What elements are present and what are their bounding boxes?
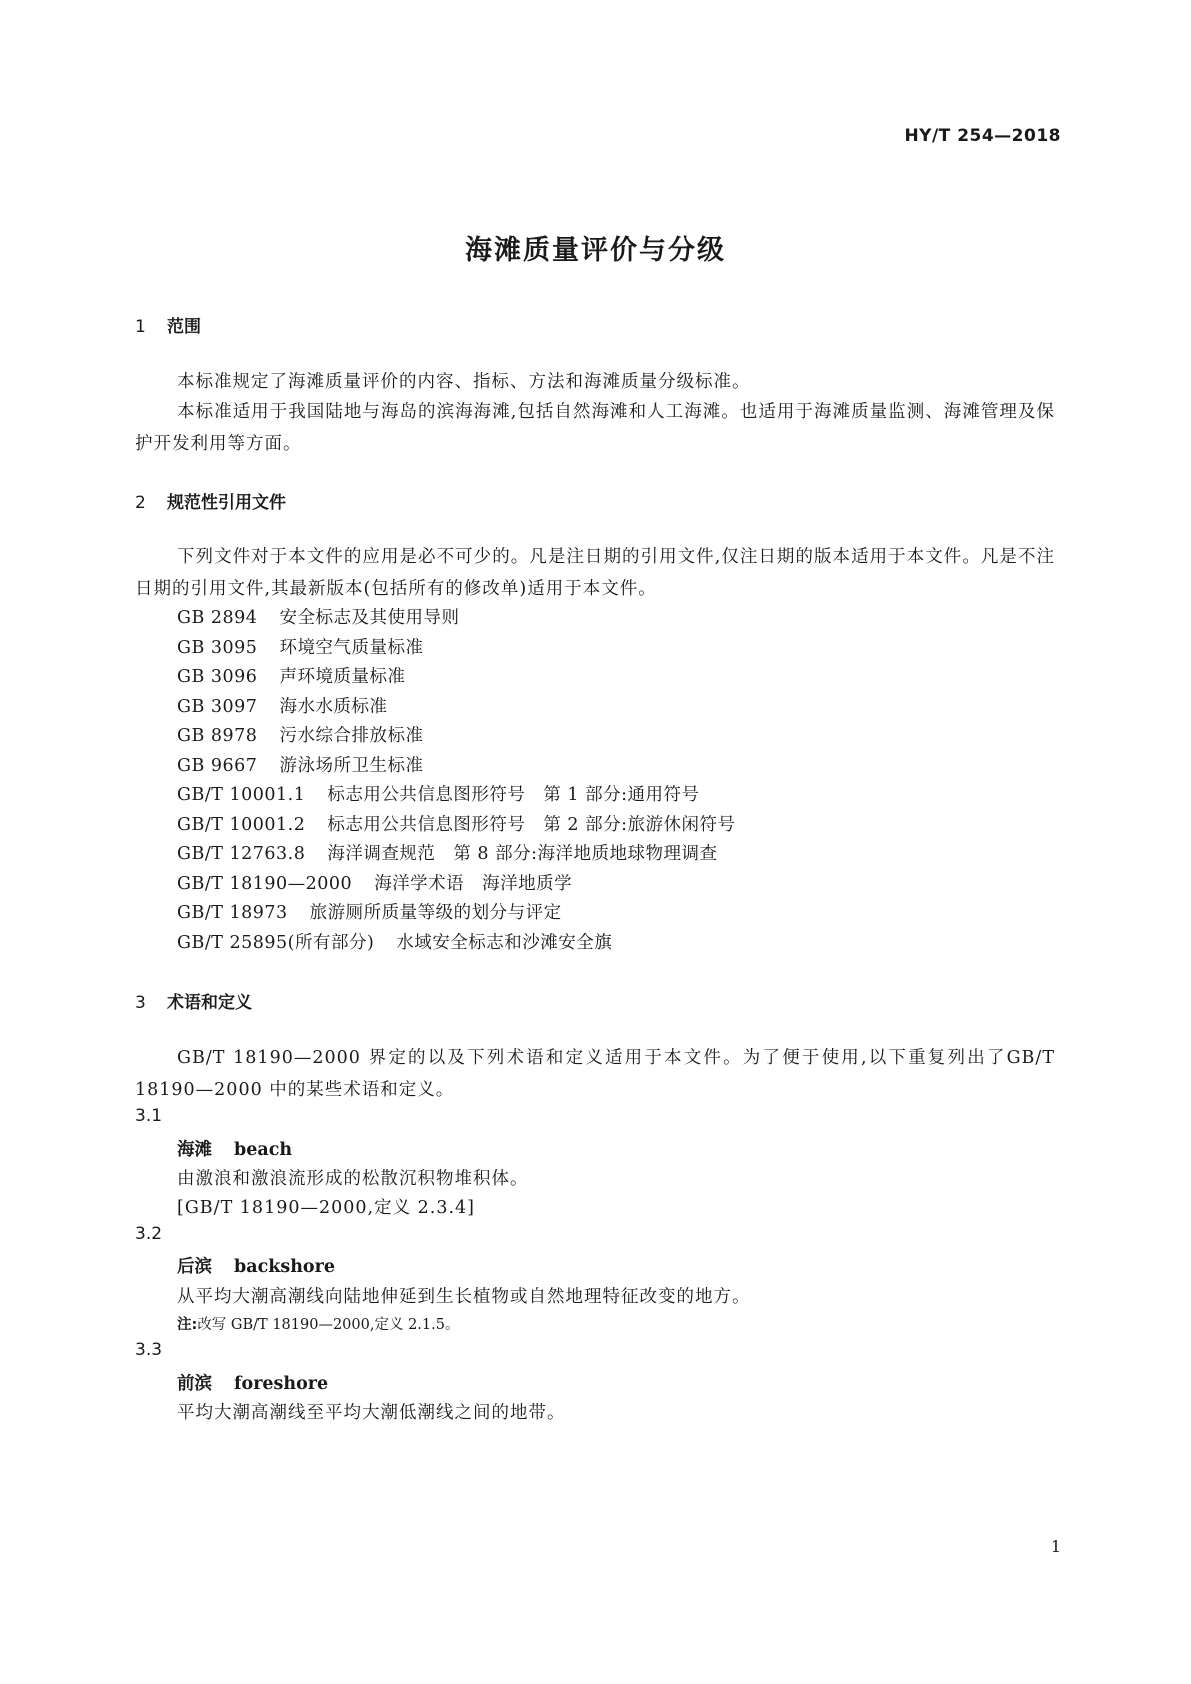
note-text: 改写 GB/T 18190—2000,定义 2.1.5。 [197,1317,460,1333]
reference-title: 水域安全标志和沙滩安全旗 [396,933,613,953]
section-number: 2 [135,493,146,513]
term-zh: 前滨 [177,1374,212,1394]
reference-code: GB 3097 [177,697,258,717]
reference-item [177,693,387,718]
reference-item [177,634,423,659]
term-en: foreshore [234,1374,329,1394]
term-definition: 由激浪和激浪流形成的松散沉积物堆积体。 [177,1169,529,1189]
reference-title: 旅游厕所质量等级的划分与评定 [309,903,562,923]
note-label: 注: [177,1317,198,1333]
references-intro: 下列文件对于本文件的应用是必不可少的。凡是注日期的引用文件,仅注日期的版本适用于本文件。凡是不注日期的引用文件,其最新版本(包括所有的修改单)适用于本文件。 [135,547,1055,599]
term-definition: 平均大潮高潮线至平均大潮低潮线之间的地带。 [177,1403,566,1423]
reference-title: 标志用公共信息图形符号 第 1 部分:通用符号 [327,785,700,805]
term-number: 3.2 [135,1224,163,1244]
reference-code: GB/T 12763.8 [177,844,306,864]
term-en: beach [234,1140,293,1160]
reference-title: 环境空气质量标准 [279,638,424,658]
section-number: 1 [135,317,146,337]
reference-title: 海水水质标准 [279,697,388,717]
term-definition: 从平均大潮高潮线向陆地伸延到生长植物或自然地理特征改变的地方。 [177,1287,751,1307]
reference-title: 声环境质量标准 [279,667,406,687]
section-title: 范围 [167,317,201,337]
reference-title: 污水综合排放标准 [279,726,424,746]
section-heading-terms [135,988,252,1013]
section-title: 术语和定义 [167,993,252,1013]
reference-item [177,929,612,954]
standard-code: HY/T 254—2018 [904,126,1061,146]
reference-item [177,899,562,924]
reference-code: GB/T 10001.1 [177,785,306,805]
term-en: backshore [234,1257,335,1277]
reference-title: 海洋学术语 海洋地质学 [374,874,573,894]
reference-code: GB/T 18190—2000 [177,874,353,894]
terms-intro: GB/T 18190—2000 界定的以及下列术语和定义适用于本文件。为了便于使用,以下重复列出了GB/T 18190—2000 中的某些术语和定义。 [135,1048,1055,1100]
reference-item [177,781,700,806]
section-title: 规范性引用文件 [167,493,286,513]
document-title: 海滩质量评价与分级 [465,235,726,266]
reference-code: GB/T 10001.2 [177,815,306,835]
term-heading [177,1253,335,1278]
term-number: 3.3 [135,1340,163,1360]
reference-item [177,722,423,747]
reference-code: GB 3096 [177,667,258,687]
page-number: 1 [1050,1537,1061,1556]
reference-title: 标志用公共信息图形符号 第 2 部分:旅游休闲符号 [327,815,736,835]
reference-code: GB/T 25895(所有部分) [177,933,375,953]
reference-title: 海洋调查规范 第 8 部分:海洋地质地球物理调查 [327,844,718,864]
term-source: [GB/T 18190—2000,定义 2.3.4] [177,1198,475,1218]
term-heading [177,1136,292,1161]
scope-paragraph-2: 本标准适用于我国陆地与海岛的滨海海滩,包括自然海滩和人工海滩。也适用于海滩质量监测、海滩管理及保护开发利用等方面。 [135,402,1055,454]
reference-item [177,870,572,895]
reference-item [177,752,423,777]
reference-code: GB 9667 [177,756,258,776]
section-number: 3 [135,993,146,1013]
reference-code: GB 3095 [177,638,258,658]
term-zh: 后滨 [177,1257,212,1277]
reference-code: GB 2894 [177,608,258,628]
reference-code: GB/T 18973 [177,903,288,923]
section-heading-scope [135,312,201,337]
term-zh: 海滩 [177,1140,212,1160]
term-number: 3.1 [135,1106,163,1126]
reference-item [177,604,459,629]
reference-item [177,840,718,865]
reference-item [177,663,405,688]
scope-paragraph-1: 本标准规定了海滩质量评价的内容、指标、方法和海滩质量分级标准。 [177,372,751,392]
reference-code: GB 8978 [177,726,258,746]
reference-title: 游泳场所卫生标准 [279,756,424,776]
section-heading-references [135,488,286,513]
term-note [177,1313,459,1334]
term-heading [177,1370,328,1395]
reference-item [177,811,736,836]
reference-title: 安全标志及其使用导则 [279,608,460,628]
